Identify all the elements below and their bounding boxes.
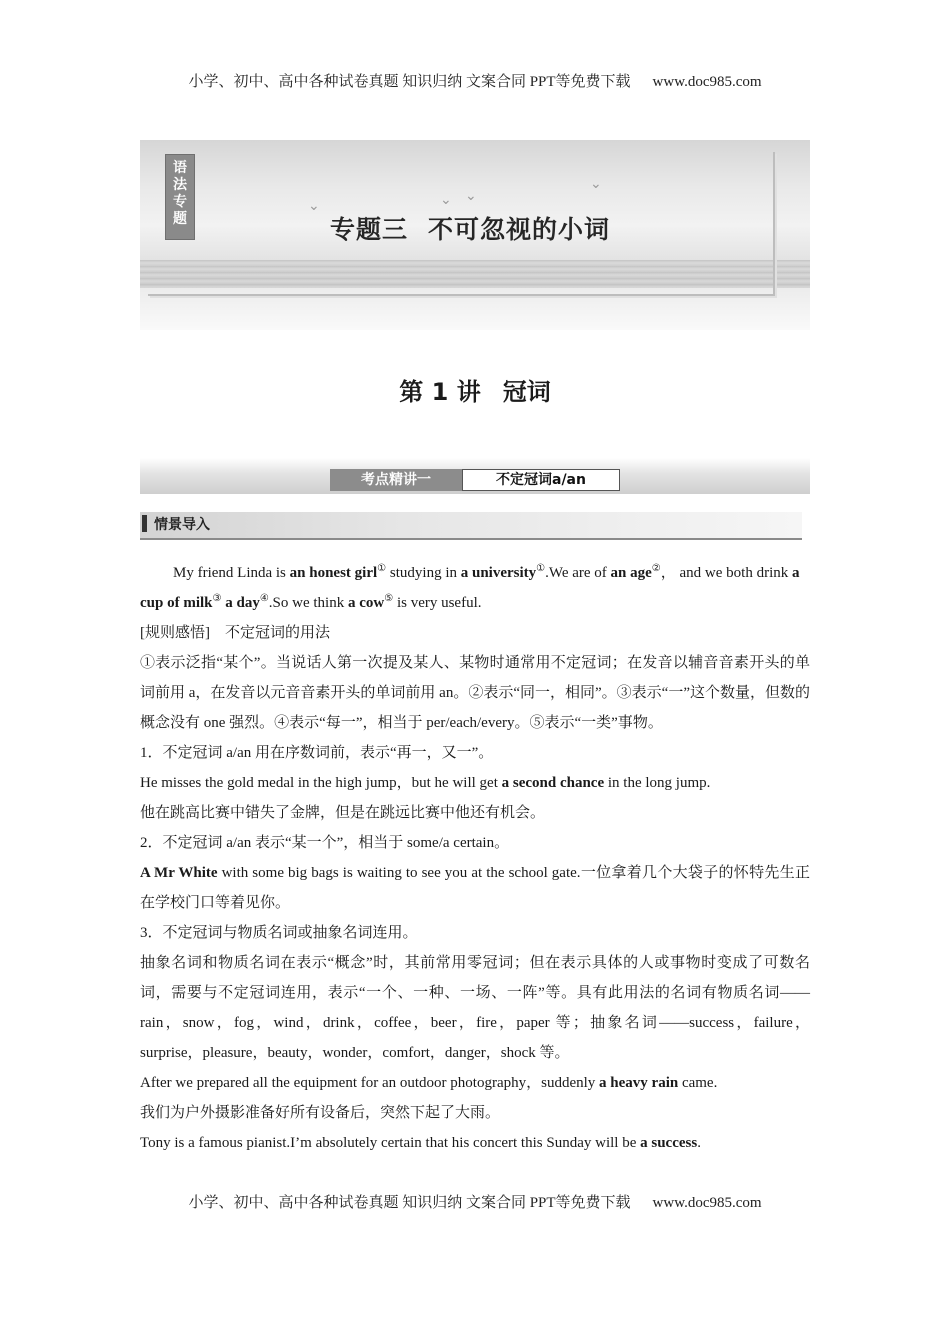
- bird-icon: ⌄: [590, 176, 602, 192]
- heading-marker: [142, 515, 147, 532]
- topic-number: 专题三: [330, 215, 409, 244]
- grammar-topic-tag: [165, 154, 195, 240]
- translation-3: 我们为户外摄影准备好所有设备后，突然下起了大雨。: [140, 1105, 501, 1121]
- section-label: 考点精讲一: [330, 469, 462, 491]
- bird-icon: ⌄: [308, 198, 320, 214]
- topic-title: [330, 210, 610, 246]
- item-1: 1．不定冠词 a/an 用在序数词前，表示“再一，又一”。: [140, 745, 494, 761]
- section-title: 不定冠词a/an: [462, 469, 620, 491]
- sub-heading: [140, 512, 802, 540]
- example-4: Tony is a famous pianist.I’m absolutely certain that his concert this Sunday will be a success.: [140, 1135, 701, 1151]
- header-url[interactable]: www.doc985.com: [652, 74, 762, 90]
- topic-name: 不可忽视的小词: [428, 215, 611, 244]
- topic-banner: [140, 140, 810, 330]
- section-bar: [140, 458, 810, 494]
- header-text: 小学、初中、高中各种试卷真题 知识归纳 文案合同 PPT等免费下载: [188, 74, 631, 90]
- lecture-number: 第 1 讲: [399, 378, 481, 406]
- rule-heading: [规则感悟] 不定冠词的用法: [140, 625, 331, 641]
- lecture-title: [0, 372, 950, 407]
- example-3: After we prepared all the equipment for an outdoor photography，suddenly a heavy rain came.: [140, 1075, 718, 1091]
- lecture-name: 冠词: [502, 378, 551, 406]
- body-text: [140, 558, 810, 1158]
- bird-icon: ⌄: [465, 188, 477, 204]
- translation-1: 他在跳高比赛中错失了金牌，但是在跳远比赛中他还有机会。: [140, 805, 546, 821]
- item-3: 3．不定冠词与物质名词或抽象名词连用。: [140, 925, 418, 941]
- rule-text: ①表示泛指“某个”。当说话人第一次提及某人、某物时通常用不定冠词；在发音以辅音音素开头的单词前用 a，在发音以元音音素开头的单词前用 an。②表示“同一，相同”。③表示“一”这个数量，但数的概念没有 one 强烈。④表示“每一”，相当于 per/each/every。⑤表示“一类”事物。: [140, 655, 810, 731]
- tag-char: 法: [173, 177, 187, 193]
- item-2: 2．不定冠词 a/an 表示“某一个”，相当于 some/a certain。: [140, 835, 510, 851]
- page-footer: [0, 1191, 950, 1212]
- tag-char: 专: [173, 194, 187, 210]
- footer-text: 小学、初中、高中各种试卷真题 知识归纳 文案合同 PPT等免费下载: [188, 1195, 631, 1211]
- sub-heading-text: 情景导入: [154, 517, 210, 533]
- tag-char: 题: [173, 211, 187, 227]
- page-header: [0, 70, 950, 91]
- footer-url[interactable]: www.doc985.com: [652, 1195, 762, 1211]
- bird-icon: ⌄: [440, 192, 452, 208]
- tag-char: 语: [173, 160, 187, 176]
- paragraph-3: 抽象名词和物质名词在表示“概念”时，其前常用零冠词；但在表示具体的人或事物时变成了可数名词，需要与不定冠词连用，表示“一个、一种、一场、一阵”等。具有此用法的名词有物质名词——rain，snow，fog，wind，drink，coffee，beer，fire，paper 等；抽象名词——success，failure，surprise，pleasure，beauty，wonder，comfort，danger，shock 等。: [140, 955, 810, 1061]
- example-2: A Mr White with some big bags is waiting to see you at the school gate.一位拿着几个大袋子的怀特先生正在学校门口等着见你。: [140, 865, 810, 911]
- intro-paragraph: My friend Linda is an honest girl① studying in a university①.We are of an age②， and we both drink a cup of milk③ a day④.So we think a cow⑤ is very useful.: [140, 563, 800, 611]
- example-1: He misses the gold medal in the high jump，but he will get a second chance in the long jump.: [140, 775, 711, 791]
